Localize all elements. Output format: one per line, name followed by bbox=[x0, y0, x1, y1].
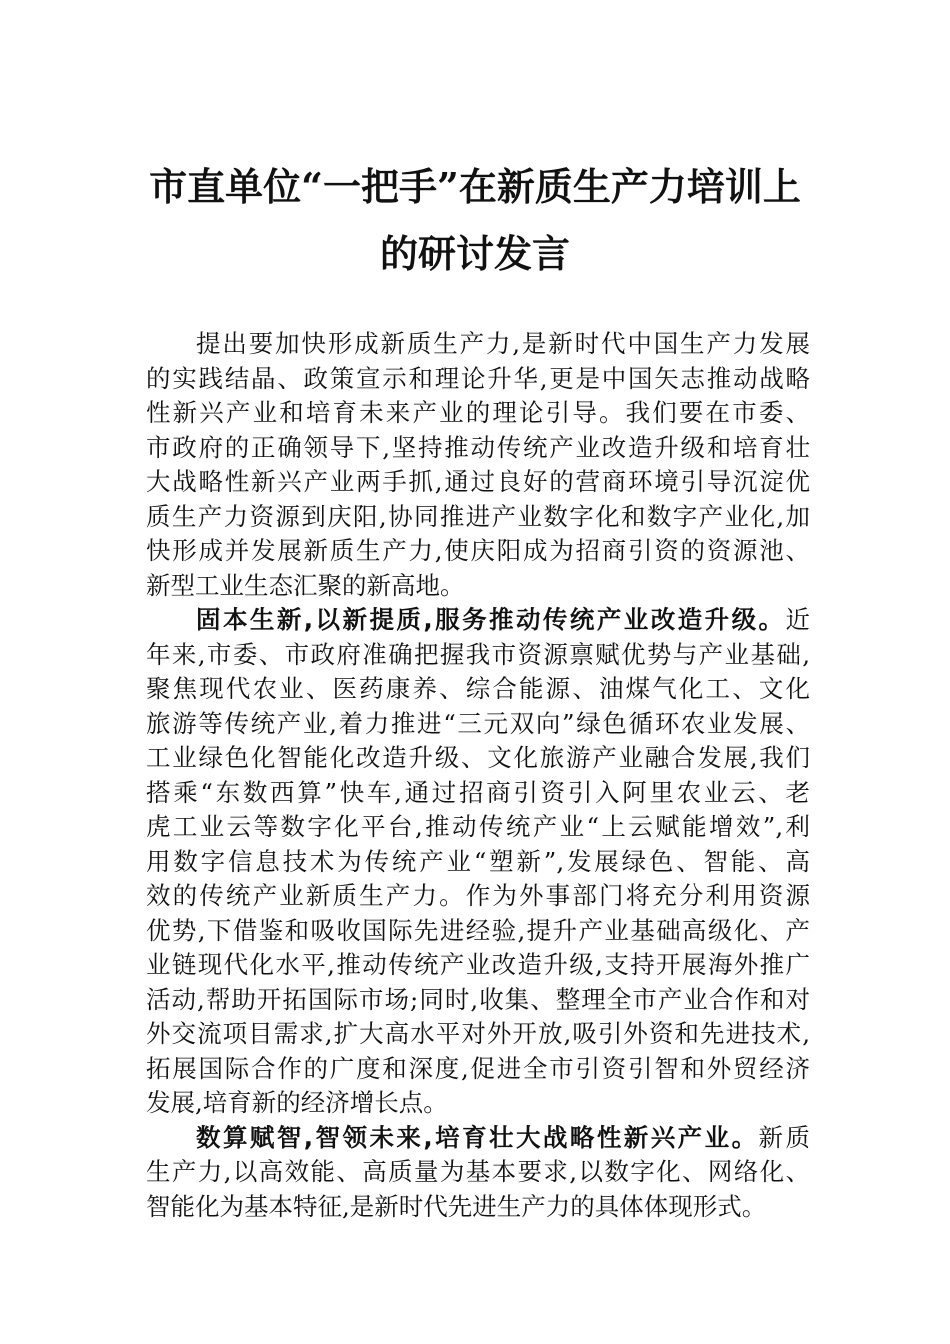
paragraph-1-line: 大战略性新兴产业两手抓,通过良好的营商环境引导沉淀优 bbox=[146, 467, 810, 496]
paragraph-2-line: 拓展国际合作的广度和深度,促进全市引资引智和外贸经济 bbox=[146, 1053, 810, 1083]
paragraph-2-line: 发展,培育新的经济增长点。 bbox=[146, 1088, 448, 1117]
paragraph-1-line: 市政府的正确领导下,坚持推动传统产业改造升级和培育壮 bbox=[146, 432, 810, 462]
paragraph-2-line: 外交流项目需求,扩大高水平对外开放,吸引外资和先进技术, bbox=[146, 1019, 810, 1048]
paragraph-3-line: 生产力,以高效能、高质量为基本要求,以数字化、网络化、 bbox=[146, 1157, 810, 1186]
paragraph-2-line: 优势,下借鉴和吸收国际先进经验,提升产业基础高级化、产 bbox=[146, 915, 810, 945]
paragraph-1-line: 新型工业生态汇聚的新高地。 bbox=[146, 570, 465, 600]
paragraph-2-line: 用数字信息技术为传统产业“塑新”,发展绿色、智能、高 bbox=[146, 846, 810, 876]
paragraph-2-first-line-rest: 近 bbox=[785, 605, 810, 634]
paragraph-2-line: 工业绿色化智能化改造升级、文化旅游产业融合发展,我们 bbox=[146, 743, 810, 772]
paragraph-3-first-line-rest: 新质 bbox=[758, 1122, 810, 1152]
paragraph-1-line: 快形成并发展新质生产力,使庆阳成为招商引资的资源池、 bbox=[146, 536, 810, 565]
paragraph-1-line: 提出要加快形成新质生产力,是新时代中国生产力发展 bbox=[196, 329, 810, 358]
paragraph-3-line: 智能化为基本特征,是新时代先进生产力的具体体现形式。 bbox=[146, 1191, 767, 1221]
paragraph-1-line: 性新兴产业和培育未来产业的理论引导。我们要在市委、 bbox=[146, 398, 810, 427]
paragraph-1-line: 质生产力资源到庆阳,协同推进产业数字化和数字产业化,加 bbox=[146, 501, 810, 531]
paragraph-2-line: 业链现代化水平,推动传统产业改造升级,支持开展海外推广 bbox=[146, 950, 810, 979]
paragraph-2-first-line bbox=[146, 603, 810, 638]
document-title-line-2: 的研讨发言 bbox=[379, 231, 570, 276]
paragraph-2-line: 搭乘“东数西算”快车,通过招商引资引入阿里农业云、老 bbox=[146, 777, 810, 807]
paragraph-2-line: 虎工业云等数字化平台,推动传统产业“上云赋能增效”,利 bbox=[146, 812, 810, 841]
paragraph-2-line: 聚焦现代农业、医药康养、综合能源、油煤气化工、文化 bbox=[146, 674, 810, 703]
document-body bbox=[146, 327, 810, 1224]
paragraph-1-line: 的实践结晶、政策宣示和理论升华,更是中国矢志推动战略 bbox=[146, 363, 810, 393]
paragraph-2-line: 活动,帮助开拓国际市场;同时,收集、整理全市产业合作和对 bbox=[146, 984, 810, 1014]
paragraph-2-line: 效的传统产业新质生产力。作为外事部门将充分利用资源 bbox=[146, 881, 810, 910]
paragraph-2-line: 年来,市委、市政府准确把握我市资源禀赋优势与产业基础, bbox=[146, 639, 810, 669]
paragraph-2-heading: 固本生新,以新提质,服务推动传统产业改造升级。 bbox=[196, 605, 786, 634]
paragraph-3-heading: 数算赋智,智领未来,培育壮大战略性新兴产业。 bbox=[196, 1122, 759, 1152]
paragraph-3-first-line bbox=[146, 1121, 810, 1156]
document-title-line-1: 市直单位“一把手”在新质生产力培训上 bbox=[149, 164, 801, 209]
paragraph-2-line: 旅游等传统产业,着力推进“三元双向”绿色循环农业发展、 bbox=[146, 708, 810, 738]
